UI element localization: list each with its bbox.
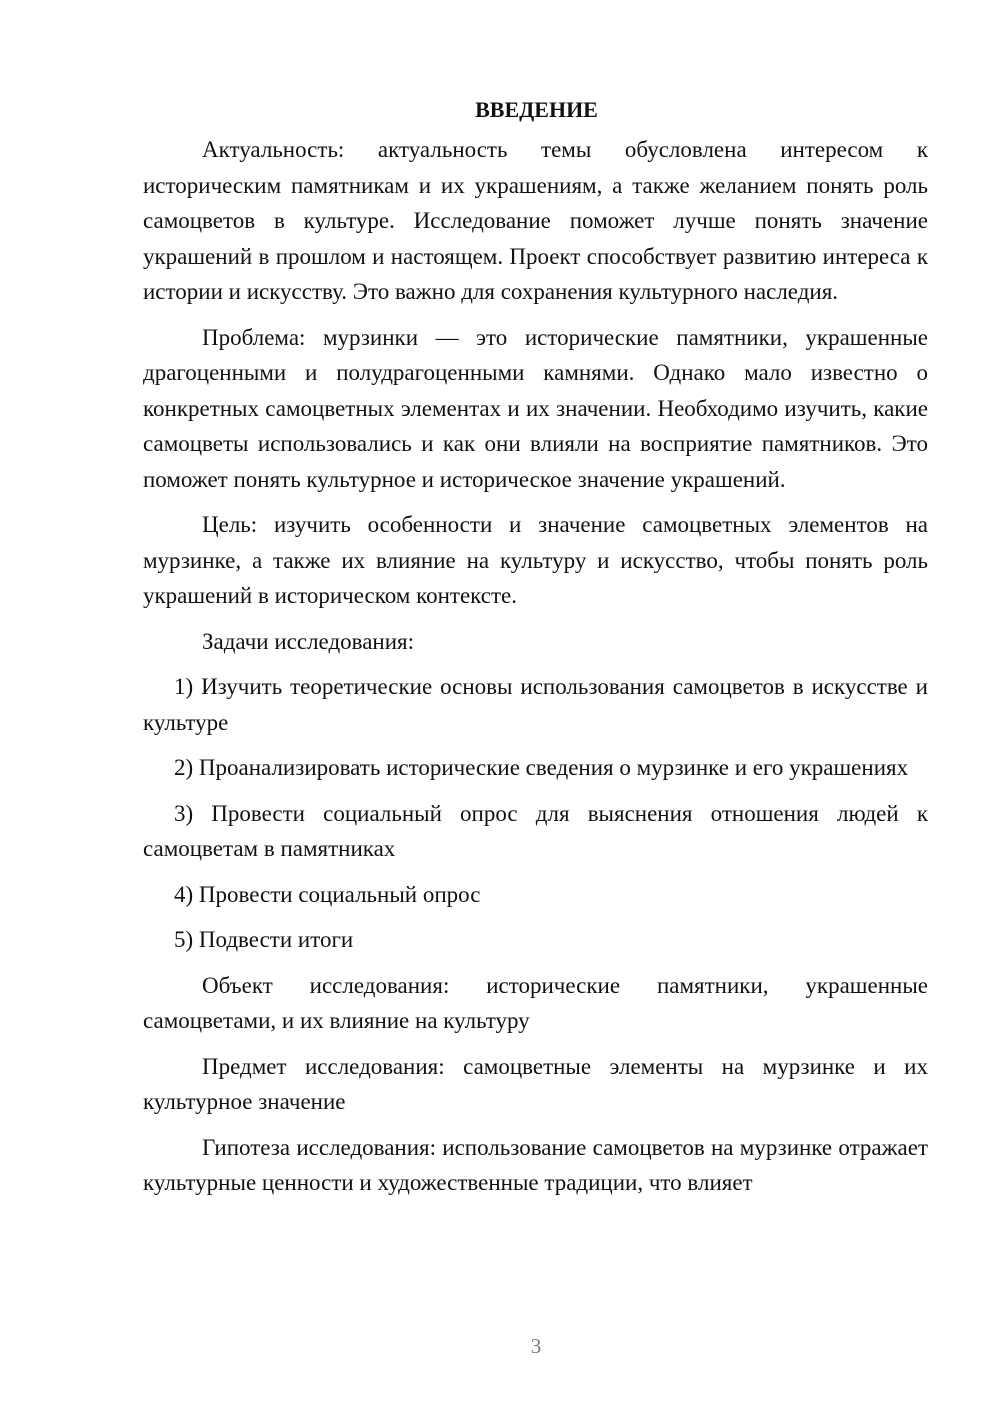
list-item: 1) Изучить теоретические основы использования самоцветов в искусстве и культуре (143, 674, 928, 735)
list-item: 4) Провести социальный опрос (174, 881, 481, 907)
problem-paragraph: Проблема: мурзинки — это исторические памятники, украшенные драгоценными и полудрагоценными камнями. Однако мало известно о конкретных самоцветных элементах и их значении. Необходимо изучить, какие самоцветы использовались и как они влияли на восприятие памятников. Это поможет понять культурное и историческое значение украшений. (143, 324, 928, 492)
page-body (143, 92, 928, 1201)
subject-paragraph: Предмет исследования: самоцветные элементы на мурзинке и их культурное значение (143, 1053, 928, 1114)
list-item: 3) Провести социальный опрос для выяснения отношения людей к самоцветам в памятниках (143, 800, 928, 861)
tasks-list (143, 669, 928, 958)
list-item: 5) Подвести итоги (174, 927, 354, 952)
hypothesis-paragraph: Гипотеза исследования: использование самоцветов на мурзинке отражает культурные ценности и художественные традиции, что влияет (143, 1134, 928, 1195)
object-paragraph: Объект исследования: исторические памятники, украшенные самоцветами, и их влияние на культуру (143, 972, 928, 1033)
section-heading: ВВЕДЕНИЕ (475, 97, 598, 122)
page-number: 3 (530, 1334, 542, 1358)
goal-paragraph: Цель: изучить особенности и значение самоцветных элементов на мурзинке, а также их влияние на культуру и искусство, чтобы понять роль украшений в историческом контексте. (143, 512, 928, 608)
tasks-heading: Задачи исследования: (202, 628, 415, 654)
relevance-paragraph: Актуальность: актуальность темы обусловлена интересом к историческим памятникам и их украшениям, а также желанием понять роль самоцветов в культуре. Исследование поможет лучше понять значение украшений в прошлом и настоящем. Проект способствует развитию интереса к истории и искусству. Это важно для сохранения культурного наследия. (143, 137, 928, 304)
list-item: 2) Проанализировать исторические сведения о мурзинке и его украшениях (174, 755, 909, 780)
